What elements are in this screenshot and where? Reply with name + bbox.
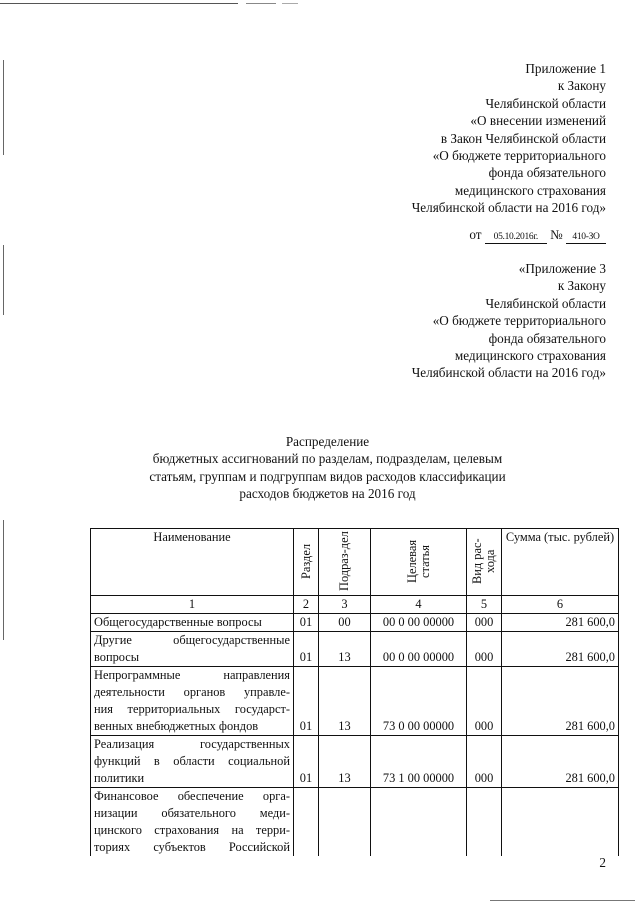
law-number: 410-ЗО: [566, 231, 606, 244]
row-section: 01: [294, 614, 319, 632]
scan-artifact-line: [282, 3, 298, 4]
number-label: №: [550, 227, 563, 242]
header-section: Раздел: [294, 529, 319, 596]
row-name: Непрограммные направления деятельности органов управле- ния территориальных государст- венных внебюджетных фондов: [91, 667, 294, 736]
table-row: [91, 736, 619, 788]
header-target: Целевая статья: [371, 529, 467, 596]
appendix-line: Челябинской области на 2016 год»: [411, 365, 606, 381]
row-section: 01: [294, 736, 319, 788]
row-target: 73 1 00 00000: [371, 736, 467, 788]
row-sum: 281 600,0: [502, 614, 619, 632]
table-row: [91, 632, 619, 667]
table-header-row: [91, 529, 619, 596]
column-number: 4: [371, 596, 467, 614]
row-section: [294, 788, 319, 857]
row-name: Финансовое обеспечение орга- низации обязательного меди- цинского страхования на терри- ториях субъектов Российской: [91, 788, 294, 857]
row-name: Общегосударственные вопросы: [91, 614, 294, 632]
row-sum: [502, 788, 619, 857]
page-number: 2: [599, 855, 606, 870]
row-expense-type: 000: [467, 736, 502, 788]
row-sum: 281 600,0: [502, 632, 619, 667]
appendix-line: Челябинской области: [485, 295, 606, 311]
column-number: 1: [91, 596, 294, 614]
row-name: Реализация государственных функций в области социальной политики: [91, 736, 294, 788]
appendix-line: «О бюджете территориального: [432, 148, 606, 164]
appendix-1-header: [412, 60, 606, 217]
scan-artifact-line: [246, 3, 276, 4]
law-date-number: [469, 226, 606, 244]
law-date: 05.10.2016г.: [485, 231, 547, 244]
row-subsection: 13: [319, 632, 371, 667]
title-heading: Распределение: [285, 434, 370, 449]
column-number-row: [91, 596, 619, 614]
row-expense-type: 000: [467, 614, 502, 632]
row-subsection: 13: [319, 667, 371, 736]
table-row: [91, 788, 619, 857]
header-expense-type: Вид рас-хода: [467, 529, 502, 596]
row-sum: 281 600,0: [502, 736, 619, 788]
column-number: 6: [502, 596, 619, 614]
appendix-line: фонда обязательного: [488, 165, 606, 181]
row-section: 01: [294, 632, 319, 667]
appendix-line: фонда обязательного: [488, 330, 606, 346]
appendix-line: к Закону: [557, 278, 606, 294]
column-number: 2: [294, 596, 319, 614]
row-subsection: 00: [319, 614, 371, 632]
row-subsection: 13: [319, 736, 371, 788]
appendix-line: Челябинской области на 2016 год»: [411, 200, 606, 216]
appendix-line: «О внесении изменений: [470, 113, 606, 129]
row-target: 73 0 00 00000: [371, 667, 467, 736]
appendix-line: Челябинской области: [485, 95, 606, 111]
column-number: 5: [467, 596, 502, 614]
row-expense-type: 000: [467, 667, 502, 736]
appendix-line: медицинского страхования: [454, 182, 606, 198]
header-name: Наименование: [91, 529, 294, 596]
appendix-line: Приложение 1: [525, 61, 606, 76]
title-line: расходов бюджетов на 2016 год: [239, 486, 416, 502]
document-title: [130, 433, 525, 503]
row-expense-type: 000: [467, 632, 502, 667]
row-target: 00 0 00 00000: [371, 632, 467, 667]
table-row: [91, 667, 619, 736]
row-target: 00 0 00 00000: [371, 614, 467, 632]
table-row: [91, 614, 619, 632]
appendix-line: медицинского страхования: [454, 348, 606, 364]
row-subsection: [319, 788, 371, 857]
title-line: статьям, группам и подгруппам видов расходов классификации: [149, 468, 506, 484]
row-name: Другие общегосударственные вопросы: [91, 632, 294, 667]
appendix-3-header: [412, 260, 606, 382]
row-sum: 281 600,0: [502, 667, 619, 736]
row-expense-type: [467, 788, 502, 857]
appendix-line: «О бюджете территориального: [432, 313, 606, 329]
header-sum: Сумма (тыс. рублей): [502, 529, 619, 596]
column-number: 3: [319, 596, 371, 614]
row-section: 01: [294, 667, 319, 736]
from-label: от: [469, 227, 482, 242]
header-subsection: Подраз-дел: [319, 529, 371, 596]
appendix-line: в Закон Челябинской области: [440, 130, 606, 146]
row-target: [371, 788, 467, 857]
scan-artifact-line: [490, 900, 635, 901]
appendix-line: «Приложение 3: [518, 261, 606, 276]
scan-edge-mark: [3, 245, 4, 315]
appendix-line: к Закону: [557, 78, 606, 94]
scan-artifact-line: [0, 3, 238, 4]
scan-edge-mark: [3, 520, 4, 640]
title-line: бюджетных ассигнований по разделам, подразделам, целевым: [152, 451, 503, 467]
budget-table: [90, 528, 619, 856]
scan-edge-mark: [3, 60, 4, 155]
